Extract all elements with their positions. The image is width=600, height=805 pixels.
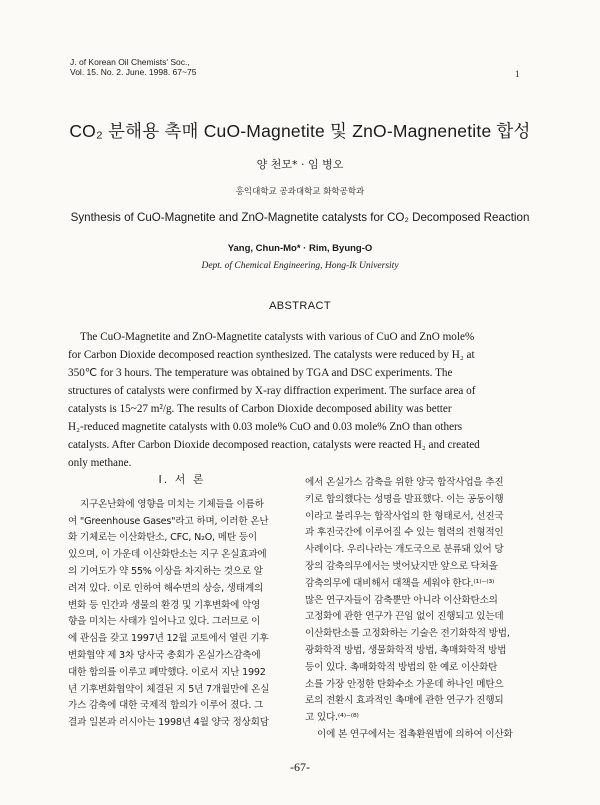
body-line: 지구온난화에 영향을 미치는 기체들을 이름하 — [80, 498, 264, 510]
body-line: 사례이다. 우리나라는 개도국으로 분류돼 있어 당 — [305, 544, 504, 556]
body-line: 변화 등 인간과 생물의 환경 및 기후변화에 악영 — [68, 599, 261, 611]
body-line: 대한 합의를 이루고 폐막했다. 이로서 지난 1992 — [68, 666, 266, 678]
body-line: 려져 있다. 이로 인하여 해수면의 상승, 생태계의 — [68, 582, 264, 594]
abstract-line: H₂-reduced magnetite catalysts with 0.03 mole% CuO and 0.03 mole% ZnO than others — [68, 421, 463, 433]
body-line: 로의 전환시 효과적인 촉매에 관한 연구가 진행되 — [305, 695, 504, 707]
right-column — [305, 475, 533, 744]
abstract-line: The CuO-Magnetite and ZnO-Magnetite catalysts with various of CuO and ZnO mole% — [80, 331, 475, 343]
abstract-body — [68, 328, 533, 472]
korean-title: CO₂ 분해용 촉매 CuO-Magnetite 및 ZnO-Magnenetite 합성 — [69, 121, 531, 141]
abstract-heading: ABSTRACT — [269, 300, 331, 312]
abstract-line: 350℃ for 3 hours. The temperature was obtained by TGA and DSC experiments. The — [68, 367, 453, 379]
korean-authors: 양 천모* · 임 병오 — [256, 158, 344, 171]
body-line: 여 "Greenhouse Gases"라고 하며, 이러한 온난 — [68, 515, 269, 527]
body-line: 소를 가장 안정한 탄화수소 가운데 하나인 메탄으 — [305, 678, 504, 690]
korean-affiliation: 홍익대학교 공과대학교 화학공학과 — [235, 187, 365, 197]
body-line: 년 기후변화협약이 체결된 지 5년 7개월만에 온실 — [68, 683, 270, 695]
english-authors: Yang, Chun-Mo* · Rim, Byung-O — [227, 243, 373, 254]
abstract-line: catalysts is 15~27 m²/g. The results of Carbon Dioxide decomposed ability was better — [68, 403, 452, 415]
body-line: 광화학적 방법, 생물화학적 방법, 촉매화학적 방법 — [305, 644, 507, 656]
body-line: 있으며, 이 가운데 이산화탄소는 지구 온실효과에 — [68, 549, 267, 561]
abstract-line: only methane. — [68, 457, 132, 469]
body-line: 키로 합의했다는 성명을 발표했다. 이는 공동이행 — [305, 493, 504, 505]
body-line: 이라고 불리우는 합작사업의 한 형태로서, 선진국 — [305, 510, 504, 522]
body-line: 감축의무에 대비해서 대책을 세워야 한다.⁽¹⁾⁻⁽³⁾ — [305, 577, 495, 589]
body-line: 결과 일본과 러시아는 1998년 4월 양국 정상회담 — [68, 717, 269, 729]
abstract-line: structures of catalysts were confirmed by X-ray diffraction experiment. The surface area of — [68, 385, 476, 397]
body-line: 이산화탄소를 고정화하는 기술은 전기화학적 방법, — [305, 628, 510, 640]
body-line: 의 기여도가 약 55% 이상을 차지하는 것으로 알 — [68, 565, 263, 577]
left-column — [68, 472, 296, 732]
body-line: 등이 있다. 촉매화학적 방법의 한 예로 이산화탄 — [305, 661, 498, 673]
journal-citation — [70, 57, 196, 77]
abstract-line: for Carbon Dioxide decomposed reaction synthesized. The catalysts were reduced by H₂ at — [68, 349, 475, 361]
body-line: 화 기체로는 이산화탄소, CFC, N₂O, 메탄 등이 — [68, 532, 257, 544]
section-title: Ⅰ. 서 론 — [158, 473, 206, 486]
body-line: 변화협약 제 3차 당사국 총회가 온실가스감축에 — [68, 649, 261, 661]
body-line: 과 후진국간에 이루어질 수 있는 협력의 전형적인 — [305, 527, 504, 539]
body-line: 많은 연구자들이 감축뿐만 아니라 이산화탄소의 — [305, 594, 498, 606]
footer-page-number: -67- — [290, 760, 310, 774]
body-line: 에서 온실가스 감축을 위한 양국 합작사업을 추진 — [305, 477, 504, 488]
body-line: 고정화에 관한 연구가 끈임 없이 진행되고 있는데 — [305, 611, 504, 623]
body-line: 고 있다.⁽⁴⁾⁻⁽⁸⁾ — [305, 712, 359, 724]
journal-name: J. of Korean Oil Chemists' Soc., — [70, 57, 190, 67]
page-number: 1 — [515, 69, 520, 79]
body-line: 장의 감축의무에서는 벗어났지만 앞으로 닥쳐올 — [305, 560, 498, 572]
body-line: 향을 미치는 사태가 일어나고 있다. 그러므로 이 — [68, 616, 261, 628]
journal-volume: Vol. 15. No. 2. June. 1998. 67~75 — [70, 67, 197, 77]
body-line: 이에 본 연구에서는 접촉환원법에 의하여 이산화 — [317, 728, 513, 740]
abstract-line: catalysts. After Carbon Dioxide decomposed reaction, catalysts were reacted H₂ and created — [68, 439, 480, 451]
english-title: Synthesis of CuO-Magnetite and ZnO-Magnetite catalysts for CO₂ Decomposed Reaction — [70, 211, 530, 224]
body-line: 가스 감축에 대한 국제적 합의가 이루어 졌다. 그 — [68, 700, 264, 712]
english-affiliation: Dept. of Chemical Engineering, Hong-Ik University — [201, 261, 399, 271]
body-line: 에 관심을 갖고 1997년 12월 교토에서 열린 기후 — [68, 633, 269, 645]
